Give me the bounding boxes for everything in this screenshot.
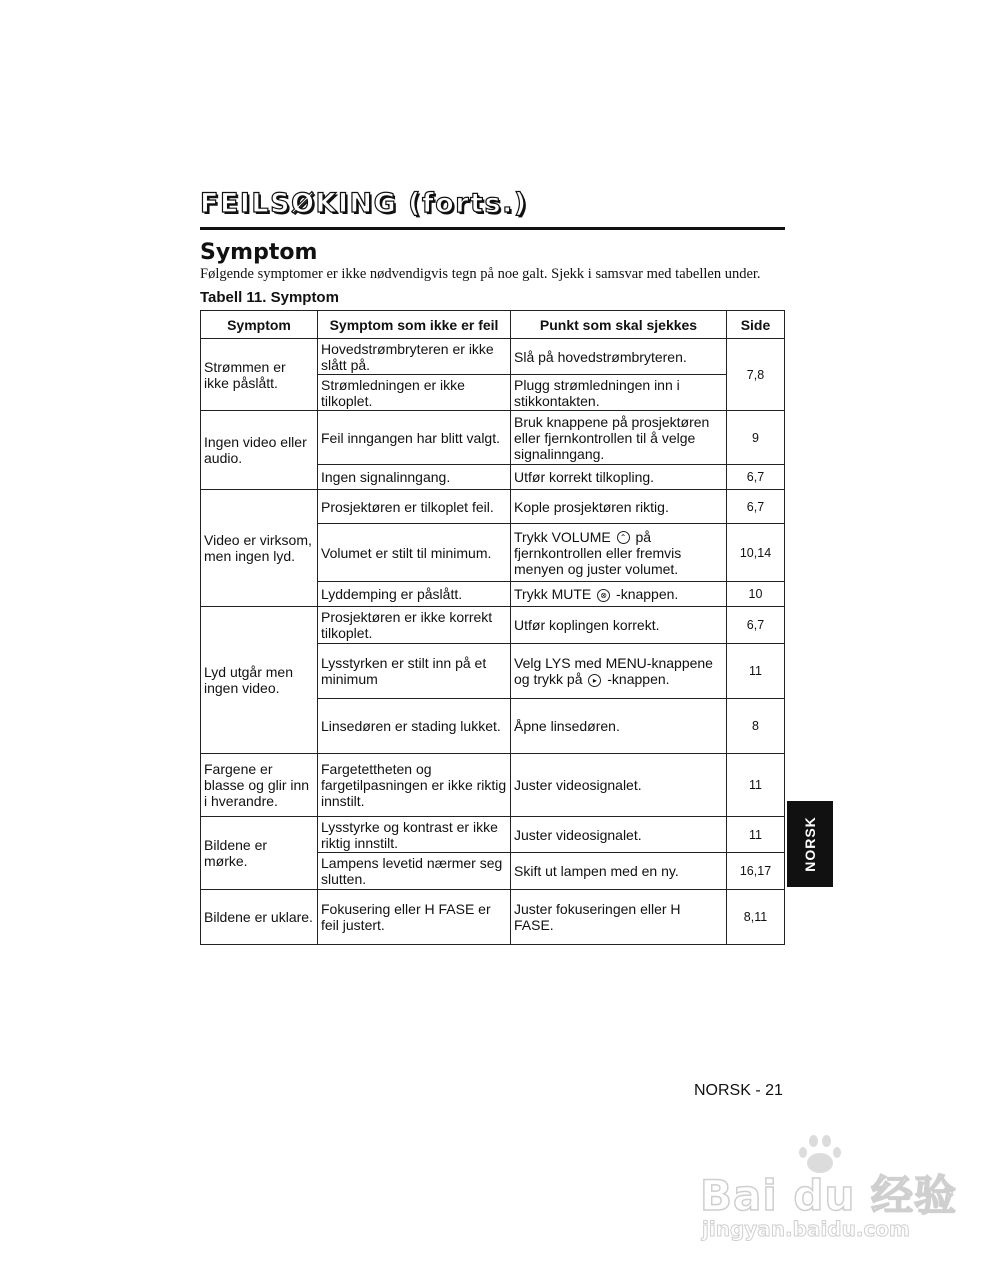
mute-icon: ⊗ (597, 589, 610, 602)
page-title: FEILSØKING (forts.) (200, 188, 528, 219)
side-cell: 8,11 (727, 890, 785, 945)
symptom-cell: Bildene er mørke. (201, 817, 318, 890)
symptom-cell: Ingen video eller audio. (201, 411, 318, 490)
side-cell: 8 (727, 699, 785, 754)
condition-cell: Lyddemping er påslått. (318, 582, 511, 607)
table-header-row (201, 311, 785, 339)
symptom-cell: Lyd utgår men ingen video. (201, 607, 318, 754)
condition-cell: Lysstyrke og kontrast er ikke riktig innstilt. (318, 817, 511, 853)
header-not-fault: Symptom som ikke er feil (318, 311, 511, 339)
symptom-cell: Fargene er blasse og glir inn i hverandre. (201, 754, 318, 817)
page-number: NORSK - 21 (694, 1082, 783, 1099)
language-tab-label: NORSK (802, 816, 818, 872)
check-cell: Bruk knappene på prosjektøren eller fjernkontrollen til å velge signalinngang. (511, 411, 727, 465)
check-cell: Utfør koplingen korrekt. (511, 607, 727, 644)
table-row (201, 411, 785, 465)
condition-cell: Fargetettheten og fargetilpasningen er ikke riktig innstilt. (318, 754, 511, 817)
side-cell: 11 (727, 817, 785, 853)
check-cell: Juster fokuseringen eller H FASE. (511, 890, 727, 945)
check-cell: Skift ut lampen med en ny. (511, 853, 727, 890)
check-cell: Juster videosignalet. (511, 817, 727, 853)
condition-cell: Ingen signalinngang. (318, 465, 511, 490)
watermark-brand: Bai du 经验 (700, 1171, 957, 1220)
side-cell: 10,14 (727, 524, 785, 582)
check-cell: Plugg strømledningen inn i stikkontakten. (511, 375, 727, 411)
play-right-icon: ▸ (588, 674, 601, 687)
check-text-pre: Velg LYS med MENU-knappene og trykk på (514, 655, 713, 687)
table-row (201, 890, 785, 945)
condition-cell: Feil inngangen har blitt valgt. (318, 411, 511, 465)
symptom-cell: Strømmen er ikke påslått. (201, 339, 318, 411)
volume-up-icon: ⌃ (617, 531, 630, 544)
table-row (201, 817, 785, 853)
side-cell: 6,7 (727, 465, 785, 490)
table-row (201, 490, 785, 524)
side-cell: 16,17 (727, 853, 785, 890)
header-side: Side (727, 311, 785, 339)
table-row (201, 339, 785, 375)
check-cell: Slå på hovedstrømbryteren. (511, 339, 727, 375)
check-text-pre: Trykk VOLUME (514, 528, 611, 545)
check-cell: Juster videosignalet. (511, 754, 727, 817)
condition-cell: Lysstyrken er stilt inn på et minimum (318, 644, 511, 699)
check-text-pre: Trykk MUTE (514, 586, 592, 602)
side-cell: 10 (727, 582, 785, 607)
condition-cell: Strømledningen er ikke tilkoplet. (318, 375, 511, 411)
check-cell: Kople prosjektøren riktig. (511, 490, 727, 524)
title-underline (200, 227, 785, 230)
intro-text: Følgende symptomer er ikke nødvendigvis tegn på noe galt. Sjekk i samsvar med tabellen under. (200, 266, 761, 282)
side-cell: 7,8 (727, 339, 785, 411)
table-row (201, 607, 785, 644)
condition-cell: Linsedøren er stading lukket. (318, 699, 511, 754)
symptom-cell: Bildene er uklare. (201, 890, 318, 945)
check-cell (511, 644, 727, 699)
symptom-cell: Video er virksom, men ingen lyd. (201, 490, 318, 607)
baidu-watermark (700, 1135, 957, 1245)
side-cell: 11 (727, 644, 785, 699)
check-cell (511, 582, 727, 607)
check-cell: Åpne linsedøren. (511, 699, 727, 754)
header-check: Punkt som skal sjekkes (511, 311, 727, 339)
condition-cell: Fokusering eller H FASE er feil justert. (318, 890, 511, 945)
language-tab (787, 801, 833, 887)
side-cell: 6,7 (727, 607, 785, 644)
section-heading: Symptom (200, 240, 318, 265)
table-row (201, 754, 785, 817)
condition-cell: Prosjektøren er tilkoplet feil. (318, 490, 511, 524)
symptom-table (200, 310, 785, 945)
condition-cell: Volumet er stilt til minimum. (318, 524, 511, 582)
watermark-url: jingyan.baidu.com (702, 1217, 910, 1241)
check-text-post: -knappen. (616, 586, 679, 602)
check-text-post: på fjernkontrollen eller fremvis menyen og juster volumet. (514, 528, 682, 577)
side-cell: 11 (727, 754, 785, 817)
table-caption: Tabell 11. Symptom (200, 289, 339, 306)
side-cell: 9 (727, 411, 785, 465)
condition-cell: Prosjektøren er ikke korrekt tilkoplet. (318, 607, 511, 644)
check-cell (511, 524, 727, 582)
check-cell: Utfør korrekt tilkopling. (511, 465, 727, 490)
side-cell: 6,7 (727, 490, 785, 524)
condition-cell: Hovedstrømbryteren er ikke slått på. (318, 339, 511, 375)
check-text-post: -knappen. (607, 671, 670, 687)
header-symptom: Symptom (201, 311, 318, 339)
condition-cell: Lampens levetid nærmer seg slutten. (318, 853, 511, 890)
